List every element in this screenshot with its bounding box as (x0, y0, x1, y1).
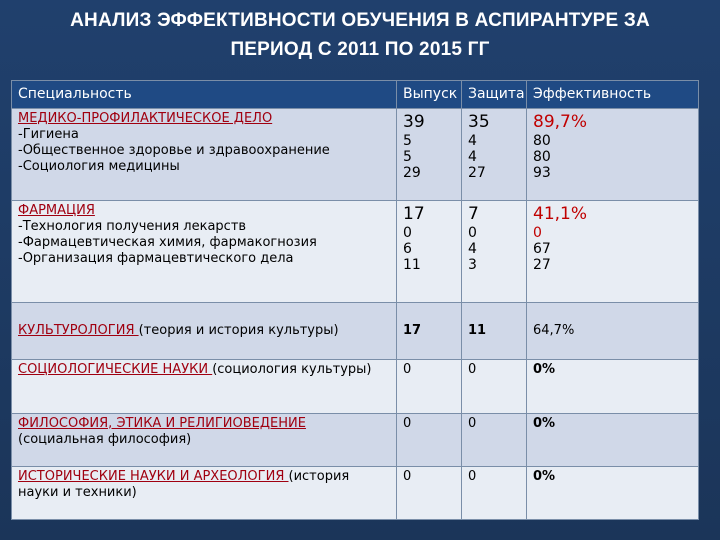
efficiency-total: 0% (527, 360, 699, 413)
vypusk-total: 0 (397, 360, 462, 413)
efficiency-cell (527, 108, 699, 200)
slide-title-line-2: ПЕРИОД С 2011 ПО 2015 ГГ (230, 39, 490, 60)
table-row (12, 413, 699, 466)
zashchita-sub: 3 (468, 256, 477, 273)
vypusk-sub: 11 (403, 256, 421, 273)
efficiency-table (11, 80, 699, 520)
sub-specialty: -Общественное здоровье и здравоохранение (18, 142, 330, 158)
efficiency-sub: 80 (533, 148, 551, 165)
zashchita-total: 0 (462, 466, 527, 519)
zashchita-total: 11 (462, 303, 527, 360)
specialty-cell (12, 200, 397, 302)
table-row (12, 303, 699, 360)
zashchita-total: 7 (468, 203, 479, 224)
vypusk-sub: 5 (403, 148, 412, 165)
efficiency-sub: 27 (533, 256, 551, 273)
sub-specialty: -Организация фармацевтического дела (18, 250, 294, 266)
table-row (12, 360, 699, 413)
efficiency-total: 0% (527, 466, 699, 519)
zashchita-sub: 4 (468, 132, 477, 149)
efficiency-total: 41,1% (533, 203, 588, 224)
zashchita-total: 35 (468, 111, 490, 132)
sub-specialty: -Гигиена (18, 126, 79, 142)
vypusk-sub: 0 (403, 224, 412, 241)
header-efficiency: Эффективность (527, 81, 699, 109)
vypusk-total: 0 (397, 413, 462, 466)
vypusk-total: 0 (397, 466, 462, 519)
efficiency-sub: 0 (533, 224, 542, 241)
specialty-suffix: (социология культуры) (212, 362, 372, 378)
specialty-name: ФАРМАЦИЯ (18, 202, 95, 218)
efficiency-sub: 93 (533, 164, 551, 181)
specialty-cell (12, 303, 397, 360)
slide-title (0, 6, 720, 64)
table-header-row (12, 81, 699, 109)
specialty-name: ФИЛОСОФИЯ, ЭТИКА И РЕЛИГИОВЕДЕНИЕ (18, 415, 306, 431)
specialty-suffix: (теория и история культуры) (138, 323, 339, 339)
specialty-cell (12, 413, 397, 466)
sub-specialty: -Технология получения лекарств (18, 218, 247, 234)
vypusk-total: 17 (403, 203, 425, 224)
zashchita-sub: 0 (468, 224, 477, 241)
zashchita-sub: 4 (468, 240, 477, 257)
sub-specialty: -Социология медицины (18, 158, 180, 174)
specialty-cell (12, 108, 397, 200)
vypusk-cell (397, 200, 462, 302)
efficiency-total: 64,7% (527, 303, 699, 360)
specialty-name: ИСТОРИЧЕСКИЕ НАУКИ И АРХЕОЛОГИЯ (18, 468, 289, 484)
header-specialty: Специальность (12, 81, 397, 109)
vypusk-total: 17 (397, 303, 462, 360)
specialty-suffix: (история науки и техники) (18, 468, 350, 500)
zashchita-cell (462, 108, 527, 200)
vypusk-sub: 6 (403, 240, 412, 257)
specialty-name: СОЦИОЛОГИЧЕСКИЕ НАУКИ (18, 362, 213, 378)
efficiency-total: 89,7% (533, 111, 588, 132)
vypusk-total: 39 (403, 111, 425, 132)
efficiency-sub: 80 (533, 132, 551, 149)
specialty-name: МЕДИКО-ПРОФИЛАКТИЧЕСКОЕ ДЕЛО (18, 110, 273, 126)
zashchita-sub: 4 (468, 148, 477, 165)
header-zashchita: Защита (462, 81, 527, 109)
table-row (12, 200, 699, 302)
vypusk-sub: 5 (403, 132, 412, 149)
slide-title-line-1: АНАЛИЗ ЭФФЕКТИВНОСТИ ОБУЧЕНИЯ В АСПИРАНТУРЕ ЗА (70, 10, 650, 31)
specialty-cell (12, 360, 397, 413)
efficiency-total: 0% (527, 413, 699, 466)
vypusk-cell (397, 108, 462, 200)
efficiency-sub: 67 (533, 240, 551, 257)
specialty-name: КУЛЬТУРОЛОГИЯ (18, 323, 139, 339)
zashchita-cell (462, 200, 527, 302)
zashchita-total: 0 (462, 360, 527, 413)
specialty-suffix: (социальная философия) (18, 431, 192, 447)
table-row (12, 108, 699, 200)
header-vypusk: Выпуск (397, 81, 462, 109)
efficiency-cell (527, 200, 699, 302)
zashchita-total: 0 (462, 413, 527, 466)
table-row (12, 466, 699, 519)
sub-specialty: -Фармацевтическая химия, фармакогнозия (18, 234, 317, 250)
specialty-cell (12, 466, 397, 519)
vypusk-sub: 29 (403, 164, 421, 181)
zashchita-sub: 27 (468, 164, 486, 181)
